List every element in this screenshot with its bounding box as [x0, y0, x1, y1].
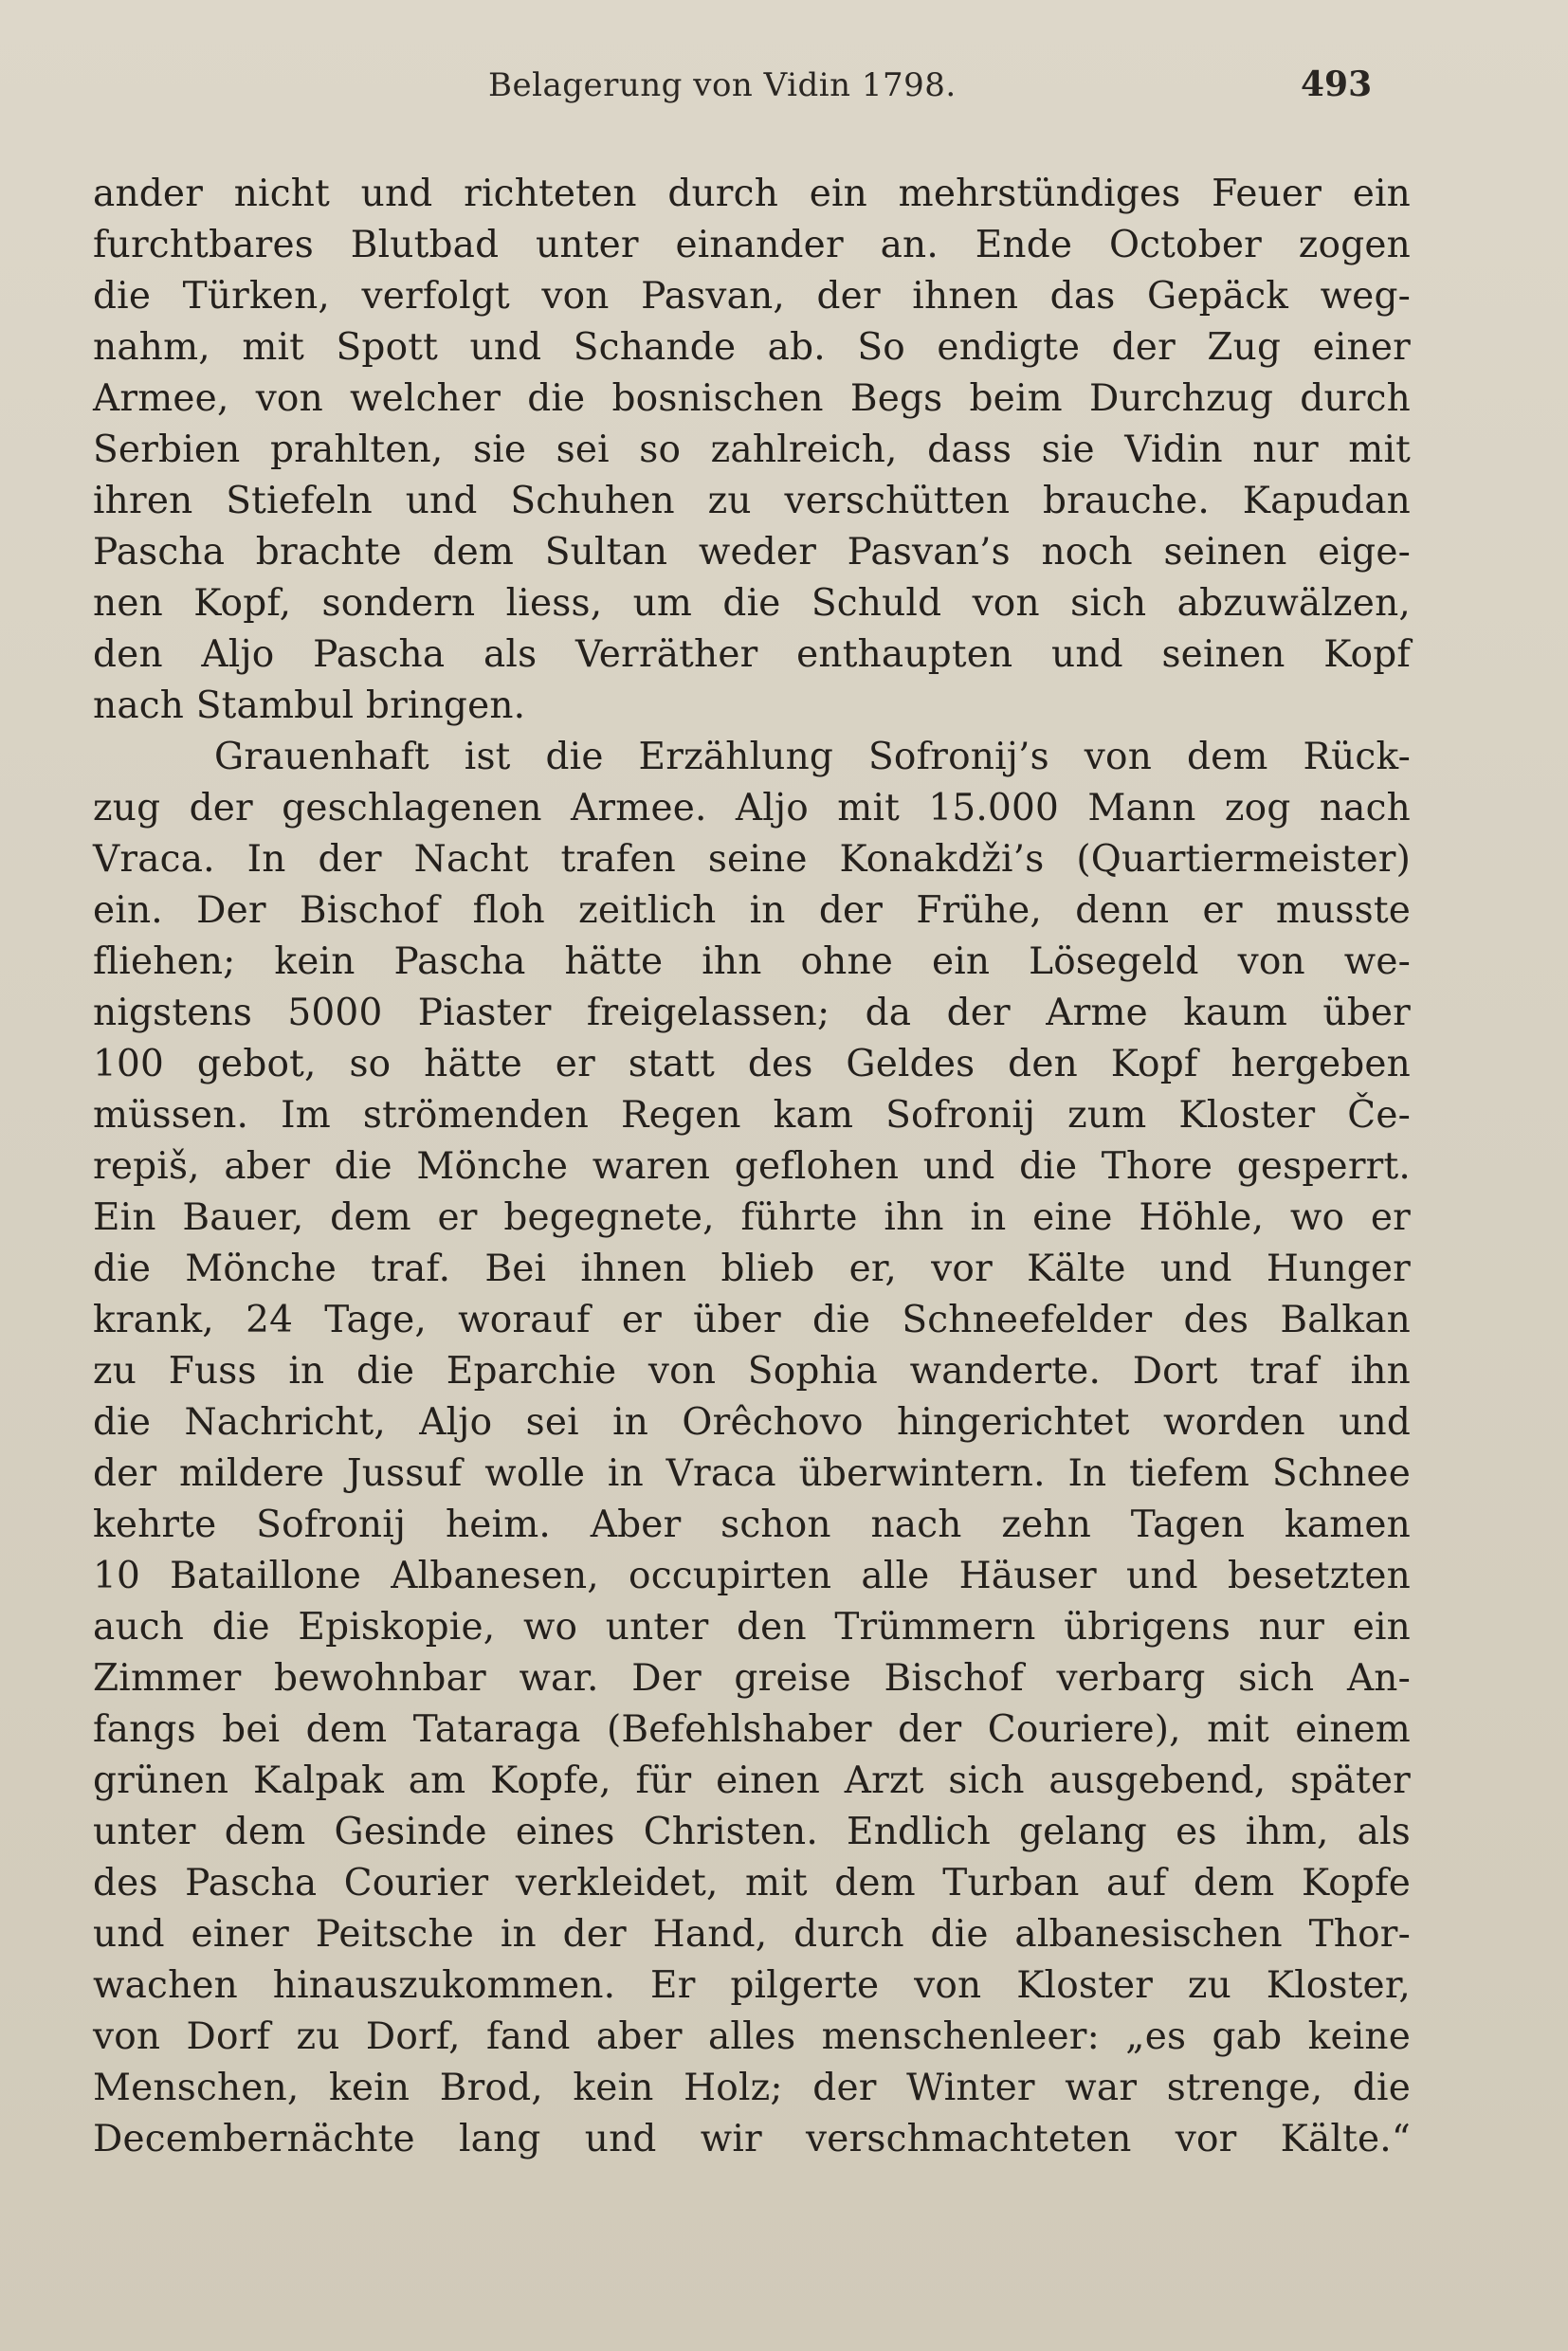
text-line: zu Fuss in die Eparchie von Sophia wanderte. Dort traf ihn [93, 1350, 1411, 1393]
text-line: auch die Episkopie, wo unter den Trümmern übrigens nur ein [93, 1606, 1411, 1649]
running-title: Belagerung von Vidin 1798. [488, 66, 957, 104]
text-line: unter dem Gesinde eines Christen. Endlich gelang es ihm, als [93, 1811, 1411, 1853]
text-line: nen Kopf, sondern liess, um die Schuld von sich abzuwälzen, [93, 582, 1411, 625]
text-line: Menschen, kein Brod, kein Holz; der Winter war strenge, die [93, 2067, 1411, 2109]
text-line: 10 Bataillone Albanesen, occupirten alle Häuser und besetzten [93, 1555, 1411, 1597]
text-line: ander nicht und richteten durch ein mehrstündiges Feuer ein [93, 173, 1411, 215]
text-line: Ein Bauer, dem er begegnete, führte ihn in eine Höhle, wo er [93, 1196, 1411, 1239]
body-text [93, 169, 1411, 2165]
text-line: Zimmer bewohnbar war. Der greise Bischof verbarg sich An- [93, 1657, 1411, 1700]
text-line: Serbien prahlten, sie sei so zahlreich, dass sie Vidin nur mit [93, 428, 1411, 471]
text-line: müssen. Im strömenden Regen kam Sofronij zum Kloster Če- [93, 1094, 1411, 1137]
text-line: ihren Stiefeln und Schuhen zu verschütten brauche. Kapudan [93, 480, 1411, 522]
text-line: 100 gebot, so hätte er statt des Geldes den Kopf hergeben [93, 1043, 1411, 1085]
text-line: ein. Der Bischof floh zeitlich in der Frühe, denn er musste [93, 889, 1411, 932]
text-line: den Aljo Pascha als Verräther enthaupten und seinen Kopf [93, 633, 1411, 676]
text-line: Decembernächte lang und wir verschmachteten vor Kälte.“ [93, 2118, 1411, 2160]
paragraph-start-line: Grauenhaft ist die Erzählung Sofronij’s von dem Rück- [214, 736, 1411, 778]
text-line: die Mönche traf. Bei ihnen blieb er, vor Kälte und Hunger [93, 1248, 1411, 1290]
text-line: zug der geschlagenen Armee. Aljo mit 15.000 Mann zog nach [93, 787, 1411, 829]
text-line: nigstens 5000 Piaster freigelassen; da der Arme kaum über [93, 992, 1411, 1034]
text-line: nahm, mit Spott und Schande ab. So endigte der Zug einer [93, 326, 1411, 369]
text-line: fliehen; kein Pascha hätte ihn ohne ein Lösegeld von we- [93, 940, 1411, 983]
text-line: fangs bei dem Tataraga (Befehlshaber der Couriere), mit einem [93, 1708, 1411, 1751]
text-line: Armee, von welcher die bosnischen Begs beim Durchzug durch [93, 377, 1411, 420]
text-line: grünen Kalpak am Kopfe, für einen Arzt sich ausgebend, später [93, 1759, 1411, 1802]
text-line: von Dorf zu Dorf, fand aber alles menschenleer: „es gab keine [93, 2015, 1411, 2058]
page-number: 493 [1301, 64, 1373, 104]
text-line: kehrte Sofronij heim. Aber schon nach zehn Tagen kamen [93, 1504, 1411, 1546]
text-line: und einer Peitsche in der Hand, durch die albanesischen Thor- [93, 1913, 1411, 1956]
text-line: repiš, aber die Mönche waren geflohen und die Thore gesperrt. [93, 1145, 1411, 1188]
text-line: die Nachricht, Aljo sei in Orêchovo hingerichtet worden und [93, 1401, 1411, 1444]
text-line: der mildere Jussuf wolle in Vraca überwintern. In tiefem Schnee [93, 1452, 1411, 1495]
text-line: wachen hinauszukommen. Er pilgerte von Kloster zu Kloster, [93, 1964, 1411, 2007]
text-line: krank, 24 Tage, worauf er über die Schneefelder des Balkan [93, 1299, 1411, 1341]
text-line: des Pascha Courier verkleidet, mit dem Turban auf dem Kopfe [93, 1862, 1411, 1904]
text-line: nach Stambul bringen. [93, 684, 526, 727]
text-line: furchtbares Blutbad unter einander an. Ende October zogen [93, 224, 1411, 266]
text-line: Vraca. In der Nacht trafen seine Konakdži’s (Quartiermeister) [93, 838, 1411, 881]
page-header [0, 59, 1568, 116]
text-line: Pascha brachte dem Sultan weder Pasvan’s noch seinen eige- [93, 531, 1411, 574]
text-line: die Türken, verfolgt von Pasvan, der ihnen das Gepäck weg- [93, 275, 1411, 318]
